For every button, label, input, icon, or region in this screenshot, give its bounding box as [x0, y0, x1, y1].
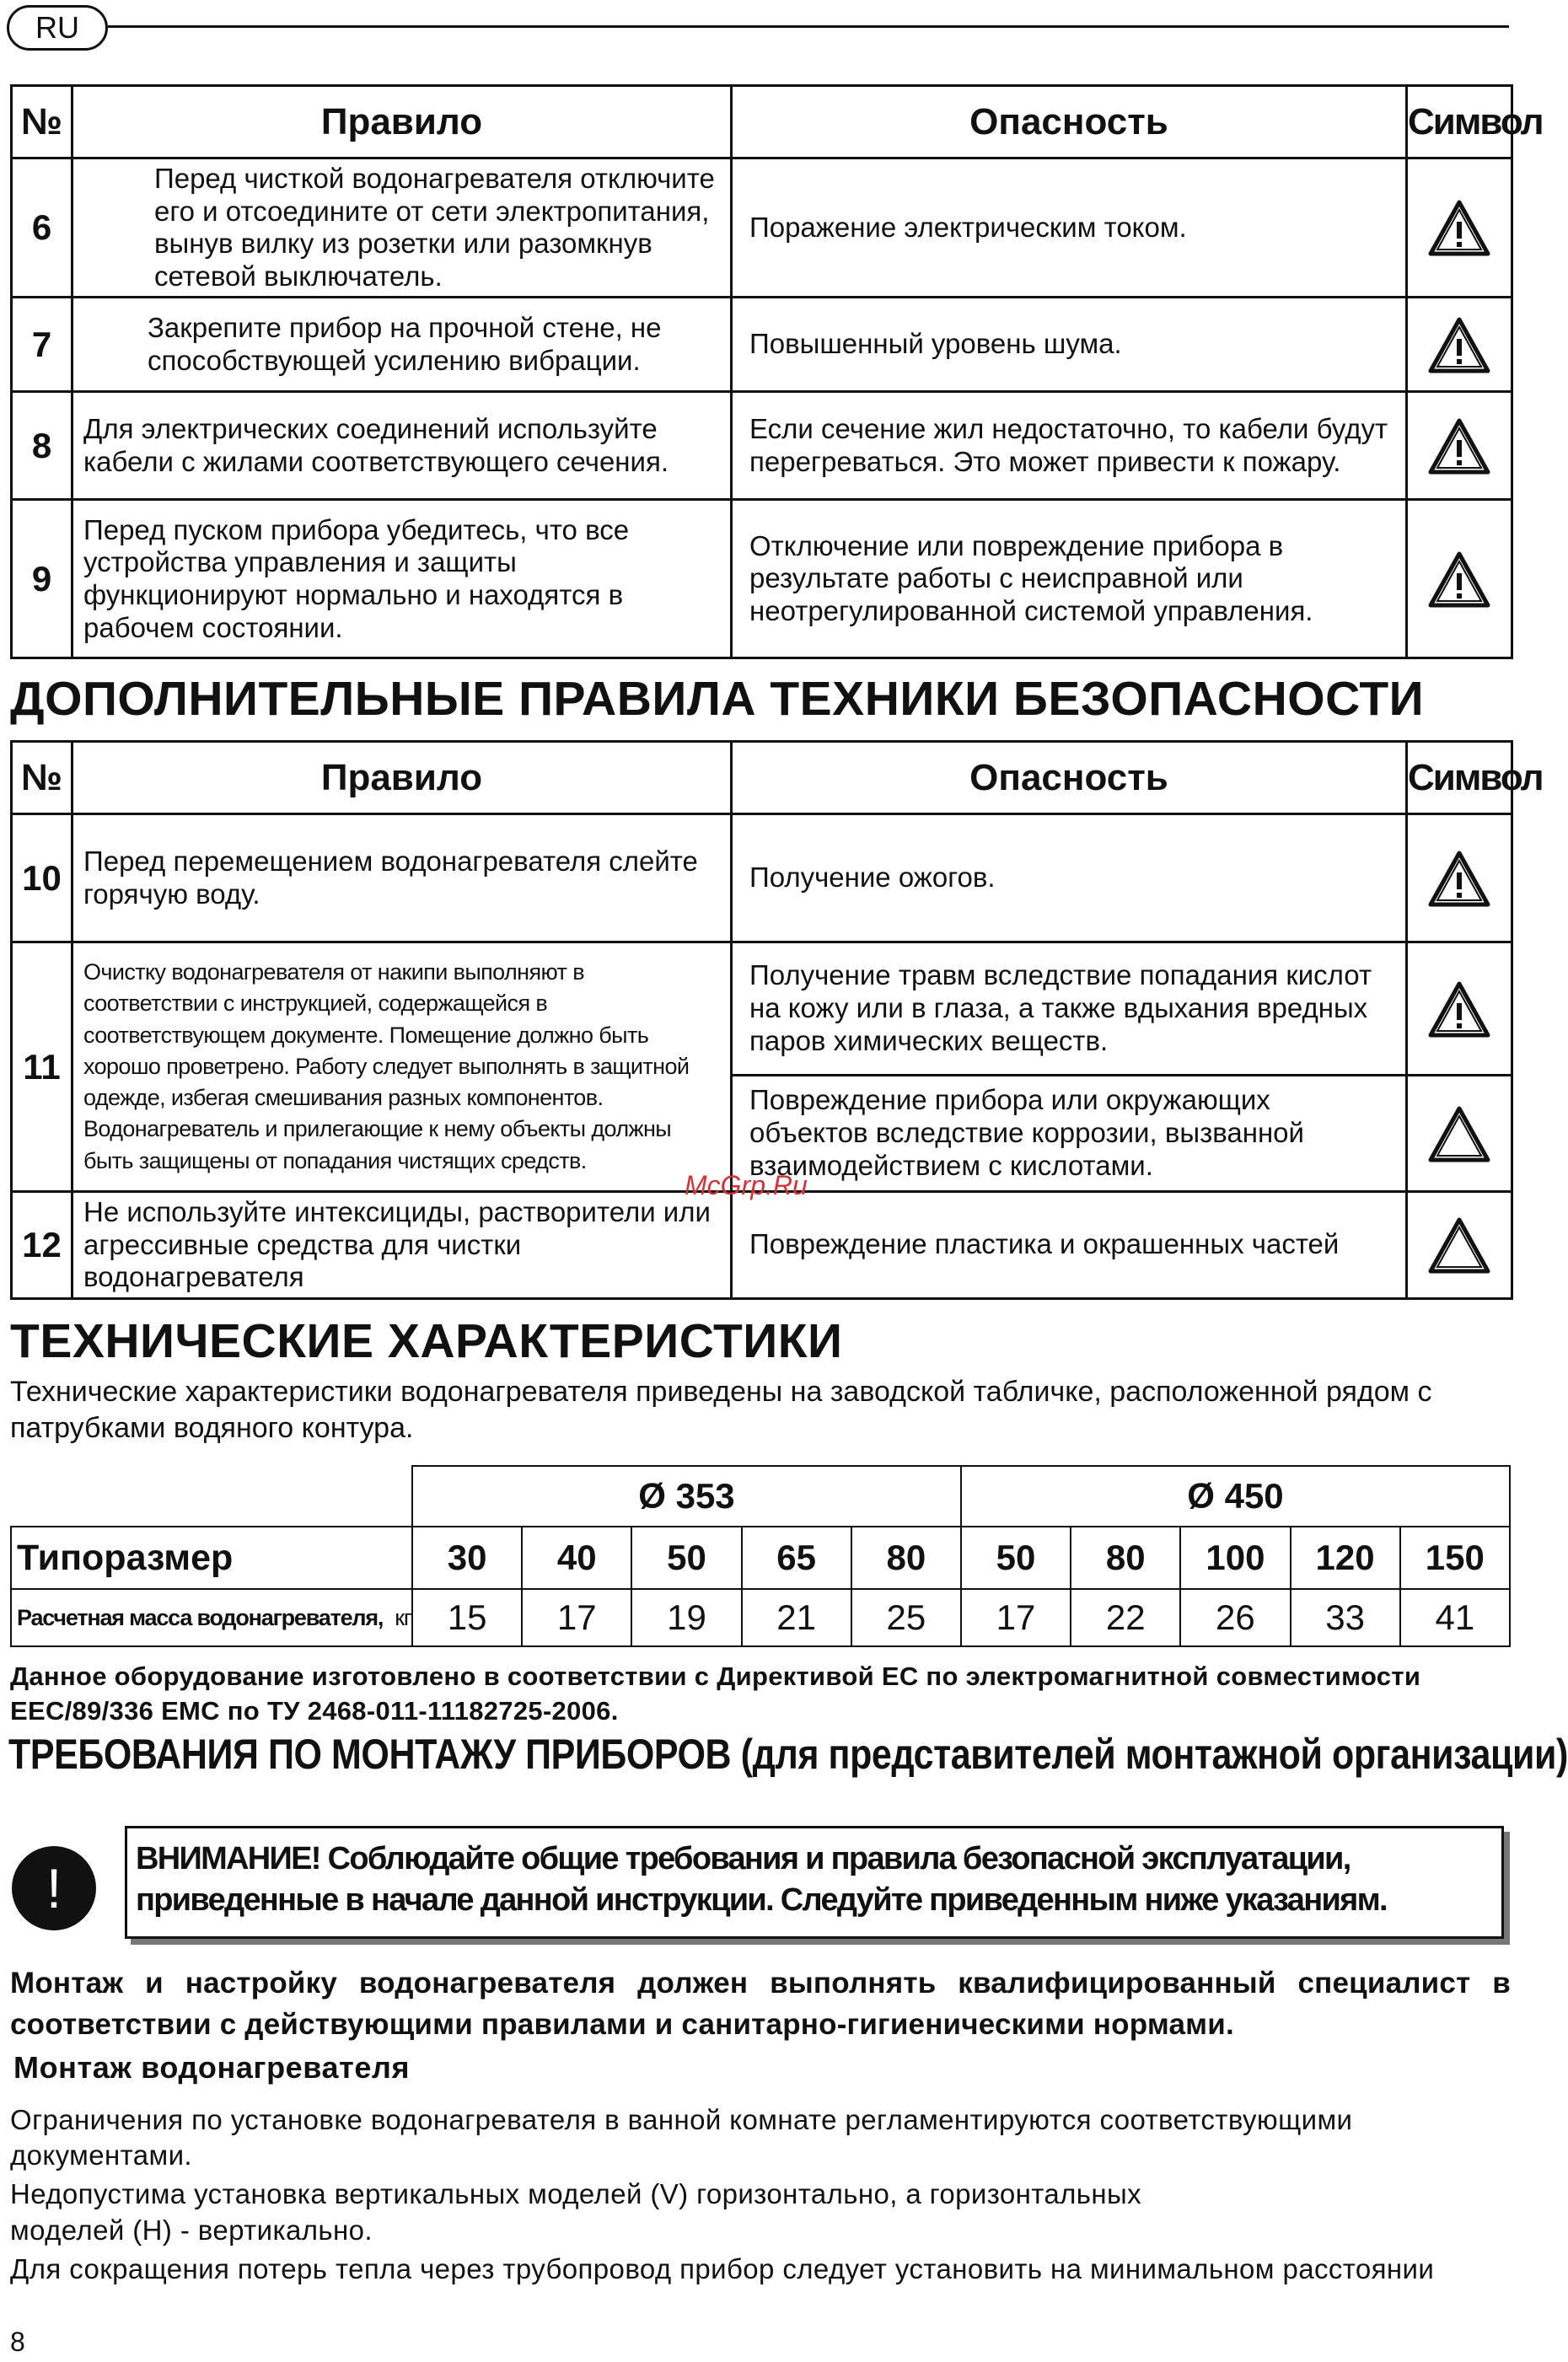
danger-text: Повышенный уровень шума. [732, 298, 1407, 392]
rule-text: Перед чисткой водонагревателя отключите его и отсоедините от сети электропитания, вынув вилку из розетки или разомкнув сетевой выключатель. [72, 158, 732, 298]
rule-number: 11 [12, 942, 72, 1192]
additional-rules-title: ДОПОЛНИТЕЛЬНЫЕ ПРАВИЛА ТЕХНИКИ БЕЗОПАСНОСТИ [10, 672, 1425, 726]
rule-number: 8 [12, 392, 72, 500]
install-title [8, 1730, 1568, 1779]
qualified-note: Монтаж и настройку водонагревателя должен выполнять квалифицированный специалист в соответствии с действующими правилами и санитарно-гигиеническими нормами. [10, 1967, 1511, 2041]
col-danger: Опасность [732, 742, 1407, 814]
rule-text: Закрепите прибор на прочной стене, не способствующей усилению вибрации. [72, 298, 732, 392]
size-cell: 80 [851, 1527, 961, 1589]
additional-rules-table [10, 740, 1543, 1300]
language-badge: RU [7, 5, 108, 51]
mass-cell: 22 [1071, 1589, 1180, 1646]
tech-intro: Технические характеристики водонагревателя приведены на заводской табличке, расположенной рядом с патрубками водяного контура. [10, 1376, 1432, 1445]
rule-text: Для электрических соединений используйте кабели с жилами соответствующего сечения. [72, 392, 732, 500]
caution-triangle-icon [1407, 1192, 1512, 1299]
mass-unit: кг [395, 1604, 411, 1630]
safety-rules-table [10, 84, 1543, 659]
table-row [12, 814, 1512, 942]
mass-cell: 21 [742, 1589, 851, 1646]
col-number: № [12, 86, 72, 158]
install-subtitle: Монтаж водонагревателя [13, 2050, 411, 2085]
directive-note: Данное оборудование изготовлено в соответствии с Директивой ЕС по электромагнитной совместимости EEC/89/336 EMC по ТУ 2468-011-11182725-2006. [10, 1661, 1421, 1726]
size-cell: 30 [412, 1527, 522, 1589]
diameter-row [11, 1466, 1510, 1527]
blank-cell [11, 1466, 412, 1527]
table-row [12, 298, 1512, 392]
table-row [12, 500, 1512, 658]
size-cell: 50 [961, 1527, 1071, 1589]
warning-box [125, 1826, 1504, 1939]
mass-cell: 41 [1400, 1589, 1510, 1646]
danger-text: Если сечение жил недостаточно, то кабели будут перегреваться. Это может привести к пожару. [732, 392, 1407, 500]
rule-number: 7 [12, 298, 72, 392]
mass-cell: 17 [961, 1589, 1071, 1646]
mass-cell: 25 [851, 1589, 961, 1646]
rule-text: Перед пуском прибора убедитесь, что все устройства управления и защиты функционируют нормально и находятся в рабочем состоянии. [72, 500, 732, 658]
size-label: Типоразмер [11, 1527, 412, 1589]
danger-text: Поражение электрическим током. [732, 158, 1407, 298]
specs-table [10, 1465, 1511, 1647]
danger-text: Получение травм вследствие попадания кислот на кожу или в глаза, а также вдыхания вредных паров химических веществ. [732, 942, 1407, 1076]
header-rule [108, 25, 1509, 28]
size-cell: 50 [631, 1527, 741, 1589]
mass-cell: 17 [522, 1589, 631, 1646]
danger-text: Повреждение пластика и окрашенных частей [732, 1192, 1407, 1299]
size-cell: 150 [1400, 1527, 1510, 1589]
warning-line: приведенные в начале данной инструкции. Следуйте приведенным ниже указаниям. [136, 1882, 1387, 1919]
rule-text: Перед перемещением водонагревателя слейте горячую воду. [72, 814, 732, 942]
mass-cell: 15 [412, 1589, 522, 1646]
diameter-353: Ø 353 [412, 1466, 961, 1527]
install-title-sub: (для представителей монтажной организации) [740, 1731, 1568, 1778]
header-bar [7, 5, 1509, 56]
rule-number: 9 [12, 500, 72, 658]
size-cell: 120 [1291, 1527, 1400, 1589]
col-symbol: Символ [1407, 742, 1512, 814]
warning-triangle-icon [1407, 942, 1512, 1076]
size-cell: 100 [1180, 1527, 1290, 1589]
table-row [12, 392, 1512, 500]
warning-triangle-icon [1407, 814, 1512, 942]
diameter-450: Ø 450 [961, 1466, 1510, 1527]
size-cell: 40 [522, 1527, 631, 1589]
install-body [10, 2102, 1511, 2290]
mass-label-text: Расчетная масса водонагревателя, [17, 1604, 384, 1630]
watermark: McGrp.Ru [685, 1170, 808, 1200]
table-row [12, 942, 1512, 1076]
col-symbol: Символ [1407, 86, 1512, 158]
table-row [12, 158, 1512, 298]
warning-line: ВНИМАНИЕ! Соблюдайте общие требования и правила безопасной эксплуатации, [136, 1841, 1351, 1876]
paragraph: Ограничения по установке водонагревателя в ванной комнате регламентируются соответствующими документами. [10, 2104, 1353, 2171]
paragraph: моделей (H) - вертикально. [10, 2214, 373, 2246]
size-cell: 65 [742, 1527, 851, 1589]
rule-number: 10 [12, 814, 72, 942]
warning-triangle-icon [1407, 158, 1512, 298]
danger-text: Получение ожогов. [732, 814, 1407, 942]
install-title-main: ТРЕБОВАНИЯ ПО МОНТАЖУ ПРИБОРОВ [8, 1731, 732, 1778]
col-rule: Правило [72, 86, 732, 158]
exclamation-icon: ! [12, 1846, 96, 1930]
warning-triangle-icon [1407, 392, 1512, 500]
table-header-row [12, 86, 1512, 158]
col-danger: Опасность [732, 86, 1407, 158]
size-row [11, 1527, 1510, 1589]
col-rule: Правило [72, 742, 732, 814]
paragraph: Для сокращения потерь тепла через трубопровод прибор следует установить на минимальном расстоянии [10, 2252, 1435, 2284]
size-cell: 80 [1071, 1527, 1180, 1589]
paragraph: Недопустима установка вертикальных моделей (V) горизонтально, а горизонтальных [10, 2178, 1142, 2210]
rule-text: Очистку водонагревателя от накипи выполняют в соответствии с инструкцией, содержащейся в соответствующем документе. Помещение должно быть хорошо проветрено. Работу следует выполнять в защитной одежде, избегая смешивания разных компонентов. Водонагреватель и прилегающие к нему объекты должны быть защищены от попадания чистящих средств. [72, 942, 732, 1192]
mass-label [11, 1589, 412, 1646]
danger-text: Отключение или повреждение прибора в результате работы с неисправной или неотрегулированной системой управления. [732, 500, 1407, 658]
warning-triangle-icon [1407, 500, 1512, 658]
danger-text: Повреждение прибора или окружающих объектов вследствие коррозии, вызванной взаимодействием с кислотами. [732, 1076, 1407, 1192]
mass-row [11, 1589, 1510, 1646]
caution-triangle-icon [1407, 1076, 1512, 1192]
warning-triangle-icon [1407, 298, 1512, 392]
table-header-row [12, 742, 1512, 814]
mass-cell: 19 [631, 1589, 741, 1646]
page-number: 8 [10, 2327, 25, 2357]
rule-number: 12 [12, 1192, 72, 1299]
rule-text: Не используйте интексициды, растворители или агрессивные средства для чистки водонагревателя [72, 1192, 732, 1299]
mass-cell: 26 [1180, 1589, 1290, 1646]
col-number: № [12, 742, 72, 814]
tech-title: ТЕХНИЧЕСКИЕ ХАРАКТЕРИСТИКИ [10, 1314, 843, 1368]
mass-cell: 33 [1291, 1589, 1400, 1646]
rule-number: 6 [12, 158, 72, 298]
table-row [12, 1192, 1512, 1299]
